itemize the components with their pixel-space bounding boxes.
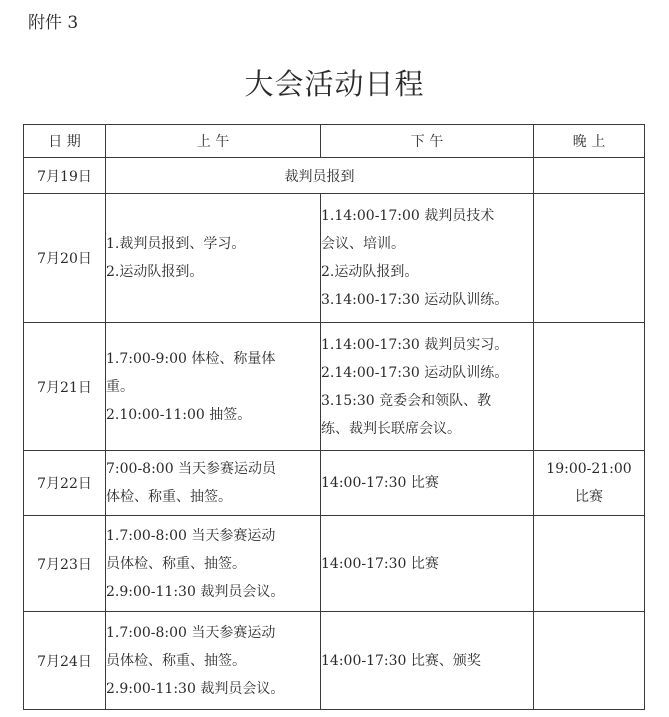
cell-line: 1.14:00-17:00 裁判员技术 — [321, 208, 495, 224]
cell-line: 19:00-21:00 — [546, 461, 632, 477]
afternoon-cell — [321, 323, 534, 451]
cell-line: 1.7:00-9:00 体检、称量体 — [106, 350, 276, 367]
table-row — [24, 158, 645, 194]
evening-cell — [534, 158, 645, 194]
cell-line: 7月24日 — [37, 653, 92, 670]
afternoon-cell — [321, 612, 534, 710]
cell-line: 1.7:00-8:00 当天参赛运动 — [106, 527, 276, 544]
morning-cell — [106, 612, 321, 710]
cell-line: 7月21日 — [37, 379, 92, 396]
date-cell — [24, 516, 106, 612]
cell-line: 1.7:00-8:00 当天参赛运动 — [106, 624, 276, 641]
header-afternoon: 下 午 — [321, 125, 534, 158]
cell-line: 7月23日 — [37, 556, 92, 573]
evening-cell — [534, 612, 645, 710]
afternoon-cell — [321, 516, 534, 612]
evening-cell — [534, 516, 645, 612]
date-cell — [24, 451, 106, 516]
date-cell — [24, 323, 106, 451]
cell-line: 体检、称重、抽签。 — [106, 489, 232, 505]
cell-line: 14:00-17:30 比赛、颁奖 — [321, 652, 481, 669]
cell-line: 2.9:00-11:30 裁判员会议。 — [106, 680, 285, 697]
cell-line: 2.运动队报到。 — [321, 264, 419, 280]
evening-cell — [534, 194, 645, 323]
cell-line: 7月20日 — [37, 251, 92, 267]
cell-line: 2.14:00-17:30 运动队训练。 — [321, 364, 509, 381]
cell-line: 员体检、称重、抽签。 — [106, 555, 246, 572]
evening-cell — [534, 323, 645, 451]
cell-line: 3.15:30 竞委会和领队、教 — [321, 392, 492, 409]
table-row — [24, 323, 645, 451]
table-row — [24, 451, 645, 516]
morning-cell — [106, 323, 321, 451]
cell-line: 比赛 — [575, 489, 603, 505]
header-morning: 上 午 — [106, 125, 321, 158]
cell-line: 2.9:00-11:30 裁判员会议。 — [106, 583, 285, 600]
table-row — [24, 516, 645, 612]
registration-cell: 裁判员报到 — [106, 158, 534, 194]
morning-cell — [106, 194, 321, 323]
cell-line: 重。 — [106, 378, 134, 395]
date-cell — [24, 194, 106, 323]
date-cell: 7月19日 — [24, 158, 106, 194]
page-title: 大会活动日程 — [244, 67, 425, 101]
cell-line: 2.10:00-11:00 抽签。 — [106, 406, 252, 423]
cell-line: 14:00-17:30 比赛 — [321, 475, 439, 491]
cell-line: 7月22日 — [37, 476, 92, 492]
afternoon-cell — [321, 194, 534, 323]
date-cell — [24, 612, 106, 710]
morning-cell — [106, 516, 321, 612]
cell-line: 会议、培训。 — [321, 236, 405, 252]
attachment-label: 附件 3 — [28, 13, 79, 33]
table-row — [24, 612, 645, 710]
header-date: 日 期 — [24, 125, 106, 158]
table-row — [24, 194, 645, 323]
cell-line: 1.裁判员报到、学习。 — [106, 236, 246, 252]
morning-cell — [106, 451, 321, 516]
cell-line: 7:00-8:00 当天参赛运动员 — [106, 461, 277, 477]
cell-line: 员体检、称重、抽签。 — [106, 652, 246, 669]
cell-line: 练、裁判长联席会议。 — [321, 420, 461, 437]
cell-line: 14:00-17:30 比赛 — [321, 555, 439, 572]
table-header-row — [24, 125, 645, 158]
afternoon-cell — [321, 451, 534, 516]
header-evening: 晚 上 — [534, 125, 645, 158]
schedule-rows — [24, 194, 645, 710]
evening-cell — [534, 451, 645, 516]
schedule-table — [23, 124, 645, 710]
cell-line: 1.14:00-17:30 裁判员实习。 — [321, 336, 509, 353]
cell-line: 3.14:00-17:30 运动队训练。 — [321, 292, 509, 308]
cell-line: 2.运动队报到。 — [106, 264, 204, 280]
